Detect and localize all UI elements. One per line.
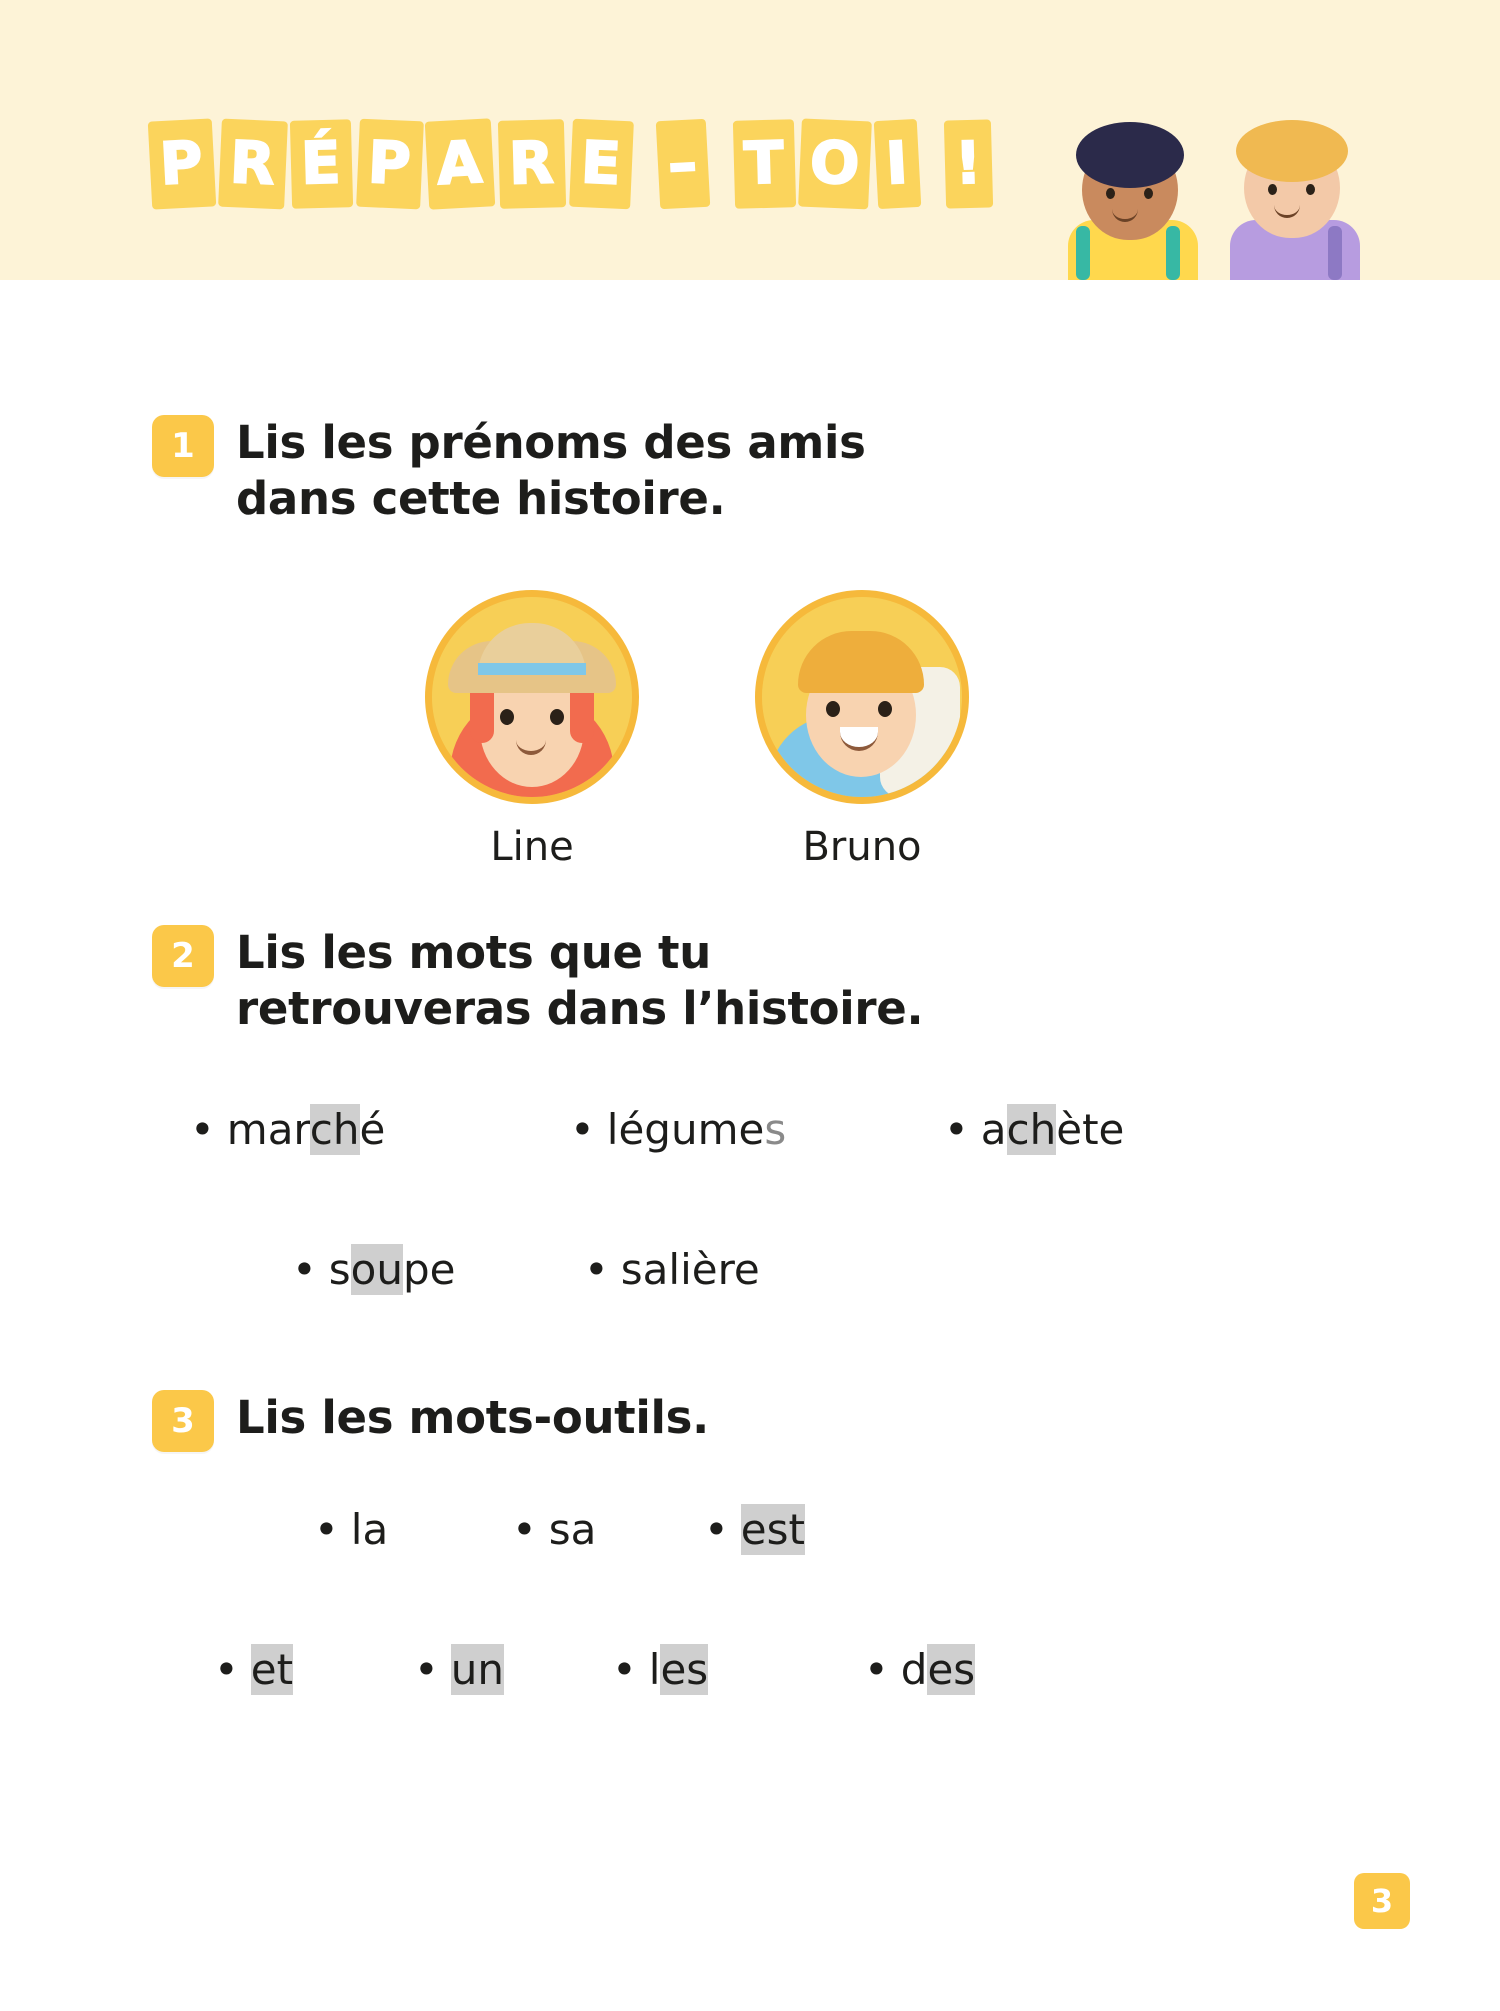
task-3-number: 3	[152, 1390, 214, 1452]
boy-backpack-strap-left	[1076, 226, 1090, 280]
task-1-number: 1	[152, 415, 214, 477]
word-item	[314, 1505, 388, 1554]
bullet-icon: •	[864, 1645, 889, 1694]
word-part-pre: mar	[226, 1105, 310, 1154]
word-item	[612, 1645, 708, 1694]
character-name: Line	[490, 824, 574, 870]
word-part-highlight: ch	[1006, 1105, 1057, 1154]
word-part-pre: a	[980, 1105, 1007, 1154]
word-part-post: ète	[1056, 1105, 1125, 1154]
bullet-icon: •	[314, 1505, 339, 1554]
task-3	[152, 1390, 709, 1452]
title-letter: T	[732, 119, 795, 209]
kids-illustration	[1060, 108, 1380, 280]
boy-hair	[1076, 122, 1184, 188]
title-letter: É	[290, 119, 353, 209]
bullet-icon: •	[512, 1505, 537, 1554]
word-item	[214, 1645, 293, 1694]
word-part-post: é	[359, 1105, 386, 1154]
word-item	[864, 1645, 975, 1694]
word-item	[584, 1245, 760, 1294]
girl-eye-left	[1268, 184, 1277, 195]
title-letter: I	[874, 119, 921, 209]
bullet-icon: •	[704, 1505, 729, 1554]
word-part-pre: l	[648, 1645, 661, 1694]
title-letter: O	[798, 119, 872, 210]
word-part-highlight: et	[250, 1645, 294, 1694]
title-letter: –	[655, 119, 710, 209]
title-letter: R	[218, 119, 287, 210]
girl-hair	[1236, 120, 1348, 182]
page-title	[150, 120, 998, 208]
avatar	[425, 590, 639, 804]
boy-backpack-strap-right	[1166, 226, 1180, 280]
kid-boy	[1060, 108, 1210, 280]
word-part-pre: salière	[620, 1245, 760, 1294]
task-2-number: 2	[152, 925, 214, 987]
bullet-icon: •	[584, 1245, 609, 1294]
word-part-highlight: est	[740, 1505, 805, 1554]
page-number: 3	[1354, 1873, 1410, 1929]
character-line	[412, 590, 652, 870]
bullet-icon: •	[570, 1105, 595, 1154]
word-part-pre: la	[350, 1505, 389, 1554]
word-part-highlight: ou	[350, 1245, 403, 1294]
word-item	[944, 1105, 1124, 1154]
word-item	[190, 1105, 385, 1154]
character-bruno	[742, 590, 982, 870]
title-letter: P	[356, 119, 423, 210]
title-letter: E	[569, 119, 633, 210]
word-part-post: s	[764, 1105, 787, 1154]
word-item	[570, 1105, 786, 1154]
title-letter: A	[425, 118, 495, 209]
word-part-highlight: ch	[309, 1105, 360, 1154]
word-part-highlight: un	[450, 1645, 505, 1694]
girl-eye-right	[1306, 184, 1315, 195]
boy-eye-right	[1144, 188, 1153, 199]
bullet-icon: •	[612, 1645, 637, 1694]
word-part-pre: légume	[606, 1105, 765, 1154]
word-part-pre: d	[900, 1645, 928, 1694]
boy-eye-left	[1106, 188, 1115, 199]
task-1-instruction: Lis les prénoms des amis dans cette histoire.	[236, 416, 866, 526]
word-part-post: pe	[403, 1245, 456, 1294]
girl-backpack-strap	[1328, 226, 1342, 280]
bullet-icon: •	[214, 1645, 239, 1694]
avatar	[755, 590, 969, 804]
bullet-icon: •	[190, 1105, 215, 1154]
kid-girl	[1220, 108, 1375, 280]
word-part-pre: s	[328, 1245, 351, 1294]
task-2	[152, 925, 1016, 1038]
word-item	[512, 1505, 596, 1554]
task-3-instruction: Lis les mots-outils.	[236, 1391, 709, 1444]
word-item	[292, 1245, 456, 1294]
word-part-pre: sa	[548, 1505, 597, 1554]
title-letter: R	[498, 119, 566, 209]
task-2-instruction: Lis les mots que tu retrouveras dans l’histoire.	[236, 926, 924, 1036]
task-1	[152, 415, 936, 528]
word-part-highlight: es	[927, 1645, 976, 1694]
bullet-icon: •	[944, 1105, 969, 1154]
word-part-highlight: es	[660, 1645, 709, 1694]
title-letter: !	[944, 119, 994, 208]
bullet-icon: •	[292, 1245, 317, 1294]
bullet-icon: •	[414, 1645, 439, 1694]
character-name: Bruno	[802, 824, 922, 870]
title-letter: P	[148, 118, 216, 209]
word-item	[704, 1505, 805, 1554]
word-item	[414, 1645, 504, 1694]
